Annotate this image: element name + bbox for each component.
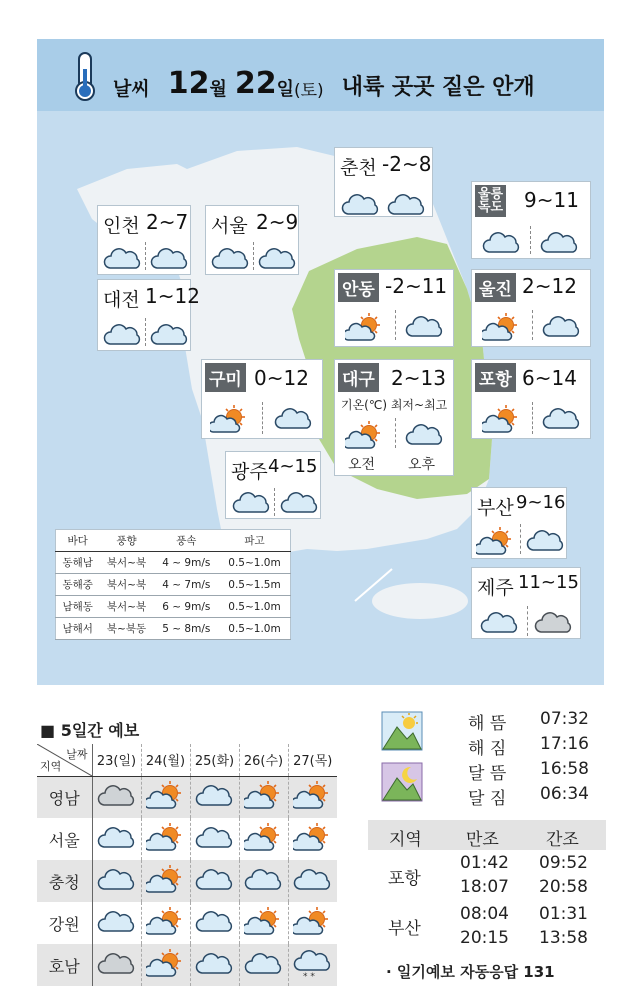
weather-icon [146,925,186,940]
city-name: 인천 [103,215,140,237]
forecast-title: ■ 5일간 예보 [40,721,140,740]
sea-table-header: 바다 풍향 풍속 파고 [56,530,291,552]
city-card-seoul [205,205,299,275]
city-temp: 6~14 [522,366,577,390]
weather-icon [195,924,235,939]
sun-cloud-icon [210,404,250,438]
forecast-row [37,944,337,986]
city-temp: 9~11 [524,188,579,212]
moonset-time: 06:34 [540,784,589,804]
moonset-label: 달 짐 [468,789,507,809]
sunrise-time: 07:32 [540,709,589,729]
forecast-table [37,744,337,986]
title-day: 22 [234,66,277,101]
city-card-jeju [471,567,581,639]
tide-high: 20:15 [460,928,509,948]
city-name-badge: 안동 [338,273,379,302]
title-day-unit: 일 [276,79,294,100]
pm-label: 오후 [408,457,436,473]
cloud-icon [103,320,143,352]
weather-icon [146,967,186,982]
weather-icon [195,798,235,813]
thermometer-icon [67,51,103,101]
title-month: 12 [167,66,210,101]
city-card-pohang [471,359,591,439]
cloud-icon [405,420,445,452]
weather-icon [97,882,137,897]
sunrise-icon [381,711,423,751]
forecast-row [37,902,337,944]
sea-row: 동해남 북서~북 4 ~ 9m/s 0.5~1.0m [56,552,291,574]
tide-high: 18:07 [460,877,509,897]
city-name-badge: 포항 [475,363,516,392]
city-name: 부산 [477,497,514,519]
weather-icon [97,966,137,981]
city-card-daegu [334,359,454,476]
cloud-icon [274,404,314,436]
weather-icon [195,966,235,981]
cloud-icon [482,228,522,260]
city-name: 서울 [211,215,248,237]
tide-high: 01:42 [460,853,509,873]
cloud-icon [542,404,582,436]
cloud-icon [232,488,272,520]
corner-cell: 날짜 지역 [37,744,92,776]
weather-icon [244,882,284,897]
cloud-icon [211,244,251,276]
city-card-uljin [471,269,591,347]
day-header: 25(화) [190,744,239,776]
city-card-chuncheon [334,147,433,217]
city-temp: 9~16 [516,492,566,513]
weather-icon [97,840,137,855]
tide-low: 09:52 [539,853,588,873]
title-month-unit: 월 [209,79,227,100]
moonrise-time: 16:58 [540,759,589,779]
city-card-gwangju [225,451,321,519]
weather-icon [146,883,186,898]
tide-low: 01:31 [539,904,588,924]
weather-icon [293,799,333,814]
sun-cloud-icon [482,312,522,346]
am-label: 오전 [348,457,376,473]
weather-icon [97,924,137,939]
forecast-row [37,818,337,860]
day-header: 24(월) [141,744,190,776]
weather-icon [293,969,333,984]
weather-icon [244,799,284,814]
city-name-badge: 울릉 독도 [475,185,506,217]
cloud-icon [280,488,320,520]
day-header: 27(목) [288,744,337,776]
forecast-row [37,776,337,818]
weather-icon [293,882,333,897]
city-temp: -2~11 [385,274,448,298]
weather-icon [244,966,284,981]
cloud-icon [387,190,427,222]
cloud-icon [150,244,190,276]
weather-map-panel [37,39,604,685]
sea-table [55,529,291,640]
cloud-icon [405,312,445,344]
cloud-icon [526,526,566,558]
tide-header-low: 간조 [546,830,579,850]
city-card-gumi [201,359,323,439]
day-header: 23(일) [92,744,141,776]
region-label: 호남 [37,944,92,986]
city-name-badge: 울진 [475,273,516,302]
day-header: 26(수) [239,744,288,776]
cloud-icon [542,312,582,344]
sea-row: 남해서 북~북동 5 ~ 8m/s 0.5~1.0m [56,618,291,640]
city-temp: 11~15 [518,572,579,593]
cloud-icon [480,608,520,640]
weather-icon [293,841,333,856]
city-temp: -2~8 [382,152,432,176]
city-temp: 2~9 [256,210,299,234]
sun-cloud-icon [476,526,516,560]
city-card-ulleung [471,181,591,259]
city-temp: 2~7 [146,210,189,234]
tide-low: 20:58 [539,877,588,897]
city-temp: 0~12 [254,366,309,390]
cloud-icon [341,190,381,222]
tide-low: 13:58 [539,928,588,948]
region-label: 서울 [37,818,92,860]
weather-icon [244,841,284,856]
weather-icon [146,799,186,814]
city-card-daejeon [97,279,200,351]
moonrise-icon [381,762,423,802]
city-temp: 2~12 [522,274,577,298]
city-name-badge: 대구 [338,363,379,392]
title-label: 날씨 [113,78,150,100]
weather-icon [195,840,235,855]
sun-cloud-icon [345,312,385,346]
cloud-icon [258,244,298,276]
cloud-icon [150,320,190,352]
sunrise-label: 해 뜸 [468,714,507,734]
city-temp: 2~13 [391,366,446,390]
tide-header-high: 만조 [466,830,499,850]
footer-phone: · 일기예보 자동응답 131 [386,963,555,981]
city-name: 광주 [231,461,268,483]
sun-cloud-icon [345,420,385,454]
title-weekday: (토) [294,81,324,101]
weather-icon [146,841,186,856]
tide-region: 포항 [388,869,421,889]
weather-icon [195,882,235,897]
region-label: 강원 [37,902,92,944]
title-bar [37,39,604,111]
city-card-busan [471,487,567,559]
sun-cloud-icon [482,404,522,438]
cloud-icon [103,244,143,276]
sunset-time: 17:16 [540,734,589,754]
region-label: 충청 [37,860,92,902]
city-name: 춘천 [340,157,377,179]
city-temp: 1~12 [145,284,200,308]
tide-region: 부산 [388,919,421,939]
tide-high: 08:04 [460,904,509,924]
sea-row: 동해중 북서~북 4 ~ 7m/s 0.5~1.5m [56,574,291,596]
weather-icon [97,798,137,813]
cloud-gray-icon [534,608,574,640]
city-name-badge: 구미 [205,363,246,392]
svg-text:* *: * * [302,972,315,980]
weather-icon [293,925,333,940]
cloud-icon [540,228,580,260]
city-name: 대전 [103,289,140,311]
forecast-row [37,860,337,902]
forecast-header [37,744,337,776]
temp-legend: 기온(℃) 최저~최고 [341,398,448,412]
weather-icon [244,925,284,940]
headline: 내륙 곳곳 짙은 안개 [341,75,535,100]
city-name: 제주 [477,577,514,599]
region-label: 영남 [37,776,92,818]
city-card-incheon [97,205,191,275]
city-card-andong [334,269,454,347]
moonrise-label: 달 뜸 [468,764,507,784]
tide-header-region: 지역 [389,830,422,850]
city-temp: 4~15 [268,456,318,477]
sunset-label: 해 짐 [468,739,507,759]
sea-row: 남해동 북서~북 6 ~ 9m/s 0.5~1.0m [56,596,291,618]
